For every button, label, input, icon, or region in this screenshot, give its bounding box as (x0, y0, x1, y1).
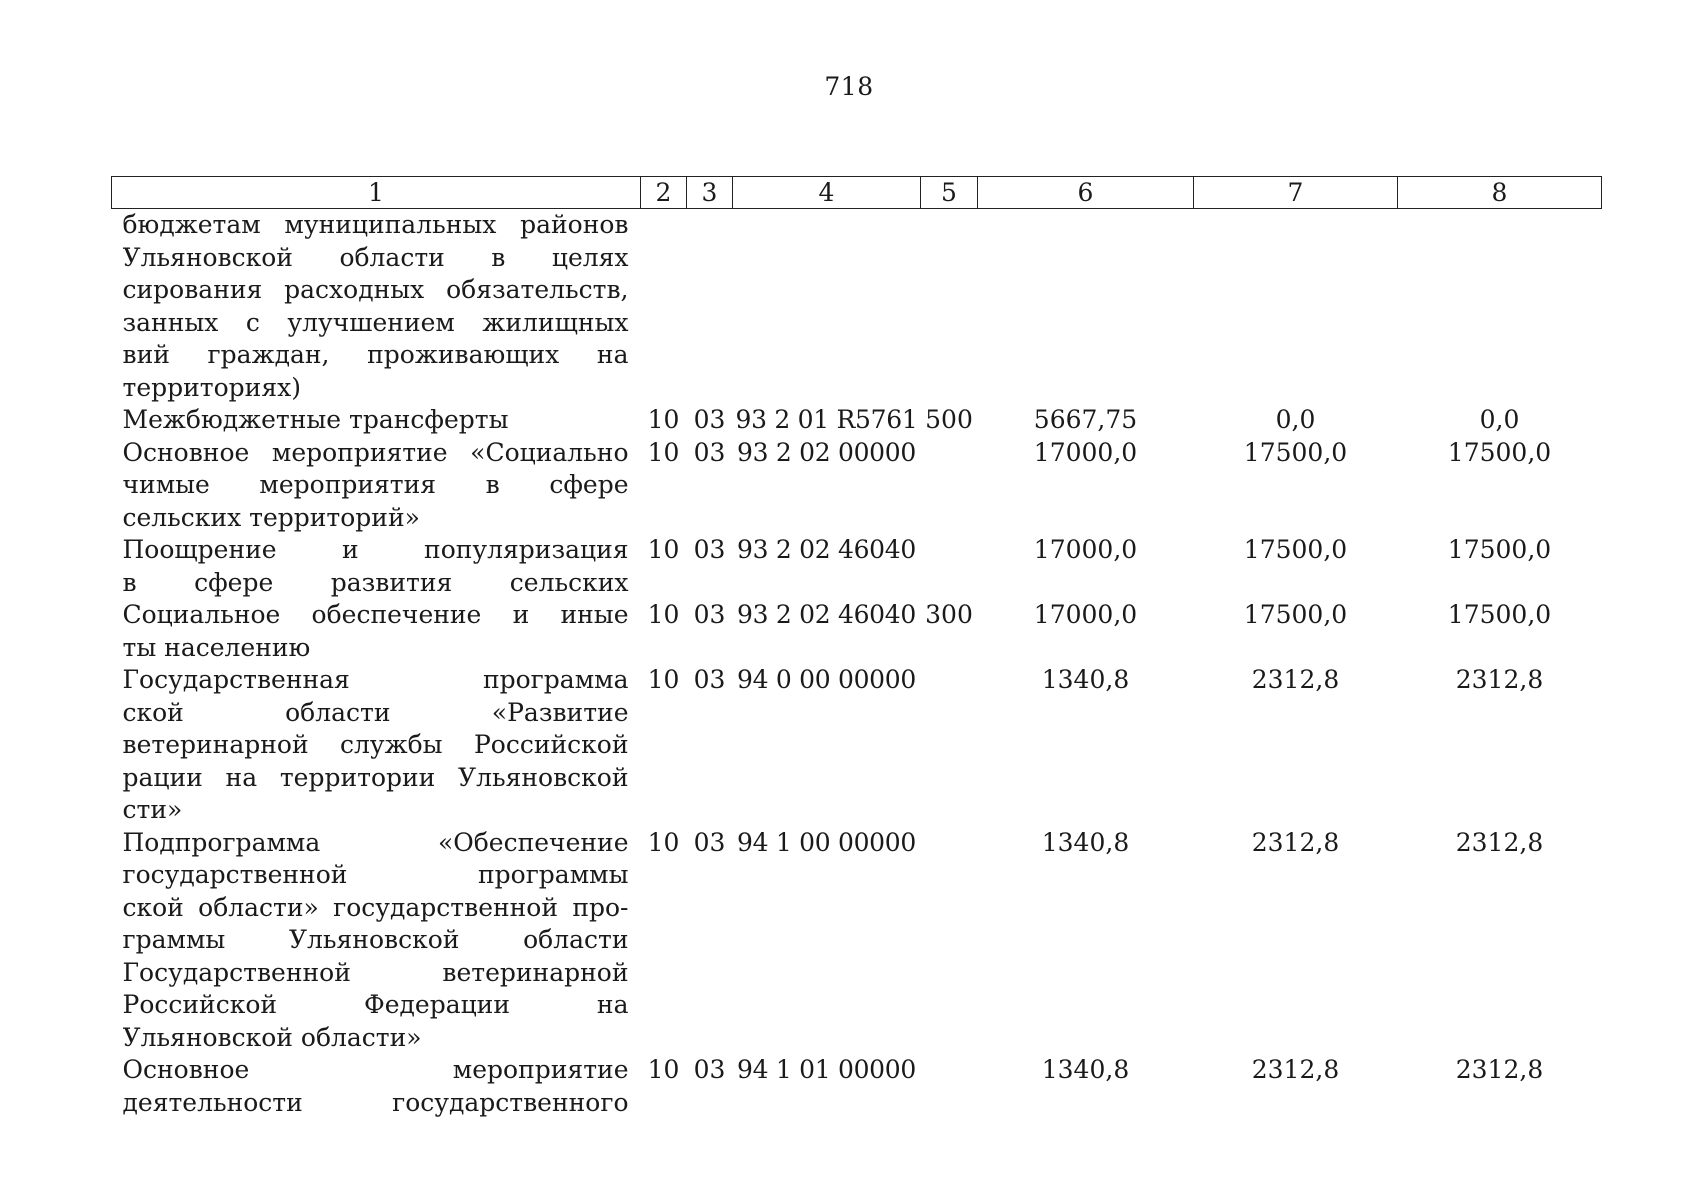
subsection-code: 03 (693, 665, 726, 694)
description-line: сти» (122, 795, 183, 824)
description-line: ты населению (122, 632, 311, 662)
amount-year-1: 5667,75 (1033, 405, 1138, 434)
row-description (112, 1054, 641, 1119)
description-line: ской области «Развитие (122, 697, 629, 727)
amount-year-1: 1340,8 (1041, 665, 1130, 694)
description-line: занных с улучшением жилищных (122, 307, 629, 337)
description-line: Государственной ветеринарной (122, 957, 629, 987)
expense-type-code (921, 664, 978, 827)
amount-year-1: 1340,8 (1041, 827, 1130, 857)
expense-type-code: 300 (925, 600, 973, 629)
description-line: бюджетам муниципальных районов (122, 210, 629, 239)
expense-type-code (921, 827, 978, 1055)
row-description (112, 827, 641, 1055)
description-line: деятельности государственного (122, 1087, 629, 1117)
amount-year-1: 1340,8 (1041, 1055, 1130, 1084)
amount-year-3: 17500,0 (1447, 535, 1552, 564)
amount-year-1: 17000,0 (1033, 437, 1138, 467)
expense-type-code (921, 437, 978, 535)
amount-year-2: 2312,8 (1251, 1055, 1340, 1084)
row-description (112, 534, 641, 599)
section-code: 10 (647, 535, 680, 564)
table-row (112, 664, 1602, 827)
description-line: граммы Ульяновской области (122, 925, 629, 954)
column-header-6: 6 (978, 177, 1194, 209)
amount-year-3 (1398, 209, 1602, 405)
description-line: сирования расходных обязательств, (122, 275, 629, 304)
subsection-code: 03 (693, 827, 726, 857)
amount-year-2: 0,0 (1275, 405, 1316, 434)
description-line: рации на территории Ульяновской (122, 762, 629, 792)
target-article-code: 93 2 02 46040 (737, 535, 916, 564)
table-row (112, 599, 1602, 664)
section-code: 10 (647, 600, 680, 629)
description-line: Поощрение и популяризация (122, 535, 629, 564)
description-line: ской области» государственной про- (122, 892, 629, 922)
target-article-code (733, 209, 921, 405)
description-line: Ульяновской области в целях (122, 242, 629, 272)
description-line: Основное мероприятие «Социально (122, 437, 629, 467)
amount-year-3: 2312,8 (1455, 1055, 1544, 1084)
subsection-code: 03 (693, 405, 726, 434)
amount-year-1: 17000,0 (1033, 535, 1138, 564)
target-article-code: 93 2 02 00000 (737, 437, 916, 467)
column-header-8: 8 (1398, 177, 1602, 209)
row-description (112, 599, 641, 664)
subsection-code (687, 209, 733, 405)
table-body (112, 209, 1602, 1120)
amount-year-2: 2312,8 (1251, 665, 1340, 694)
expense-type-code (921, 1054, 978, 1119)
column-header-1: 1 (112, 177, 641, 209)
amount-year-3: 17500,0 (1447, 600, 1552, 629)
description-line: чимые мероприятия в сфере (122, 470, 629, 499)
table-row (112, 827, 1602, 1055)
description-line: сельских территорий» (122, 502, 420, 532)
target-article-code: 93 2 02 46040 (737, 600, 916, 629)
row-description (112, 437, 641, 535)
row-description (112, 209, 641, 405)
target-article-code: 94 1 00 00000 (737, 827, 916, 857)
description-line: Государственная программа (122, 665, 629, 694)
subsection-code: 03 (693, 600, 726, 629)
section-code: 10 (647, 437, 680, 467)
row-description (112, 664, 641, 827)
expense-type-code: 500 (925, 405, 973, 434)
table-row (112, 534, 1602, 599)
amount-year-1: 17000,0 (1033, 600, 1138, 629)
column-header-4: 4 (733, 177, 921, 209)
subsection-code: 03 (693, 535, 726, 564)
description-line: Межбюджетные трансферты (122, 405, 509, 434)
column-header-5: 5 (921, 177, 978, 209)
table-header-row (112, 177, 1602, 209)
section-code: 10 (647, 665, 680, 694)
expense-type-code (921, 209, 978, 405)
column-header-2: 2 (641, 177, 687, 209)
description-line: государственной программы (122, 860, 629, 889)
description-line: в сфере развития сельских (122, 567, 629, 597)
description-line: вий граждан, проживающих на (122, 340, 629, 369)
description-line: ветеринарной службы Российской (122, 730, 629, 759)
table-row (112, 209, 1602, 405)
description-line: Социальное обеспечение и иные (122, 600, 629, 629)
subsection-code: 03 (693, 437, 726, 467)
section-code: 10 (647, 1055, 680, 1084)
amount-year-2: 17500,0 (1243, 535, 1348, 564)
target-article-code: 94 0 00 00000 (737, 665, 916, 694)
table-row (112, 404, 1602, 437)
amount-year-3: 2312,8 (1455, 665, 1544, 694)
target-article-code: 94 1 01 00000 (737, 1055, 916, 1084)
target-article-code: 93 2 01 R5761 (735, 405, 918, 434)
column-header-3: 3 (687, 177, 733, 209)
amount-year-2: 17500,0 (1243, 600, 1348, 629)
description-line: Основное мероприятие (122, 1055, 629, 1084)
description-line: Ульяновской области» (122, 1022, 422, 1052)
section-code: 10 (647, 827, 680, 857)
amount-year-3: 2312,8 (1455, 827, 1544, 857)
amount-year-3: 17500,0 (1447, 437, 1552, 467)
row-description (112, 404, 641, 437)
amount-year-2 (1194, 209, 1398, 405)
description-line: Подпрограмма «Обеспечение (122, 827, 629, 857)
expense-type-code (921, 534, 978, 599)
column-header-7: 7 (1194, 177, 1398, 209)
section-code (641, 209, 687, 405)
amount-year-3: 0,0 (1479, 405, 1520, 434)
amount-year-2: 17500,0 (1243, 437, 1348, 467)
amount-year-2: 2312,8 (1251, 827, 1340, 857)
table-row (112, 437, 1602, 535)
section-code: 10 (647, 405, 680, 434)
amount-year-1 (978, 209, 1194, 405)
subsection-code: 03 (693, 1055, 726, 1084)
budget-table (111, 176, 1602, 1119)
table-row (112, 1054, 1602, 1119)
description-line: территориях) (122, 372, 301, 402)
description-line: Российской Федерации на (122, 990, 629, 1019)
page-number: 718 (824, 72, 874, 101)
